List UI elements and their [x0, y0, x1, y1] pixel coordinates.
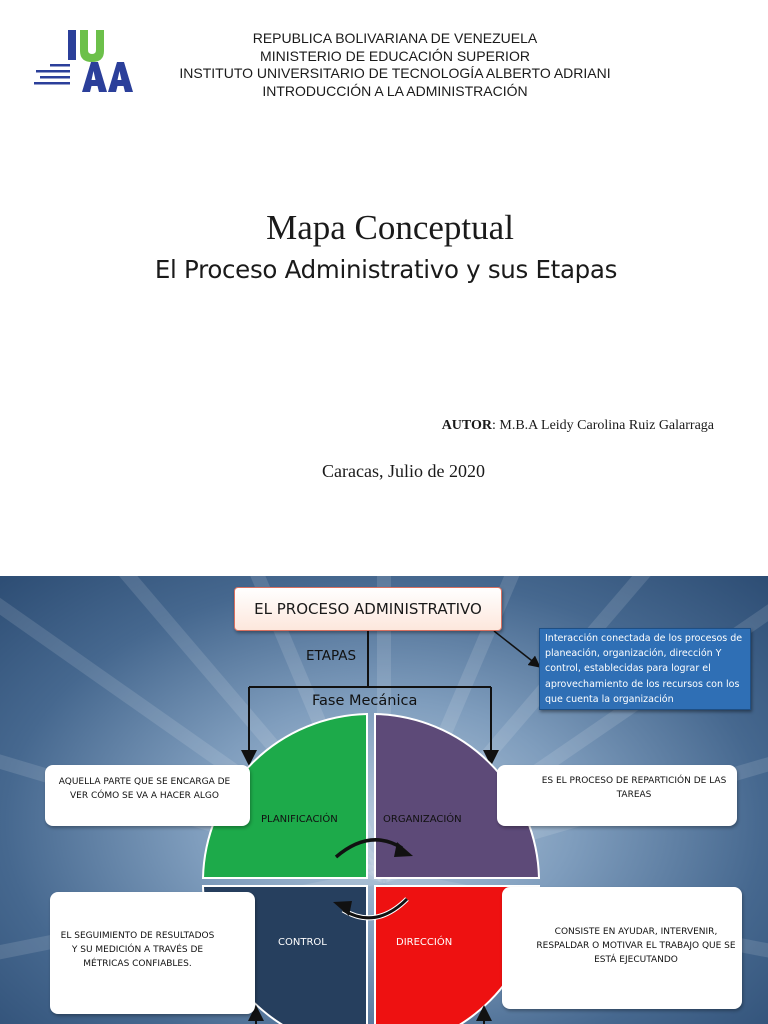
etapas-label: ETAPAS [306, 648, 357, 664]
planificacion-description: AQUELLA PARTE QUE SE ENCARGA DE VER CÓMO SE VA A HACER ALGO [45, 765, 250, 826]
institution-header [150, 30, 640, 100]
concept-map-slide [0, 576, 768, 1024]
iuaa-logo [30, 26, 140, 100]
header-line: MINISTERIO DE EDUCACIÓN SUPERIOR [260, 47, 530, 64]
control-label: CONTROL [278, 937, 327, 948]
organizacion-label: ORGANIZACIÓN [383, 814, 462, 825]
page-subtitle: El Proceso Administrativo y sus Etapas [154, 255, 618, 284]
header-line: REPUBLICA BOLIVARIANA DE VENEZUELA [252, 30, 538, 46]
process-title-box: EL PROCESO ADMINISTRATIVO [234, 587, 502, 631]
direccion-label: DIRECCIÓN [396, 937, 453, 948]
author-name: : M.B.A Leidy Carolina Ruiz Galarraga [492, 418, 714, 433]
author-label: AUTOR [441, 418, 492, 433]
definition-box: Interacción conectada de los procesos de planeación, organización, dirección Y control, establecidas para lograr el aprovechamiento de los recursos con los que cuenta la organización [539, 628, 751, 710]
planificacion-label: PLANIFICACIÓN [261, 814, 338, 825]
iuaa-logo-graphic [30, 26, 140, 100]
direccion-description: CONSISTE EN AYUDAR, INTERVENIR, RESPALDAR O MOTIVAR EL TRABAJO QUE SE ESTÁ EJECUTANDO [502, 887, 742, 1009]
author-line [442, 418, 714, 434]
definition-arrow [494, 631, 536, 664]
header-line: INSTITUTO UNIVERSITARIO DE TECNOLOGÍA ALBERTO ADRIANI [179, 65, 611, 81]
place-date: Caracas, Julio de 2020 [322, 461, 485, 481]
fase-label: Fase Mecánica [312, 693, 418, 709]
page-title: Mapa Conceptual [266, 208, 514, 247]
header-line: INTRODUCCIÓN A LA ADMINISTRACIÓN [262, 82, 528, 99]
organizacion-description: ES EL PROCESO DE REPARTICIÓN DE LAS TAREAS [497, 765, 737, 826]
control-description: EL SEGUIMIENTO DE RESULTADOS Y SU MEDICIÓN A TRAVÉS DE MÉTRICAS CONFIABLES. [50, 892, 255, 1014]
